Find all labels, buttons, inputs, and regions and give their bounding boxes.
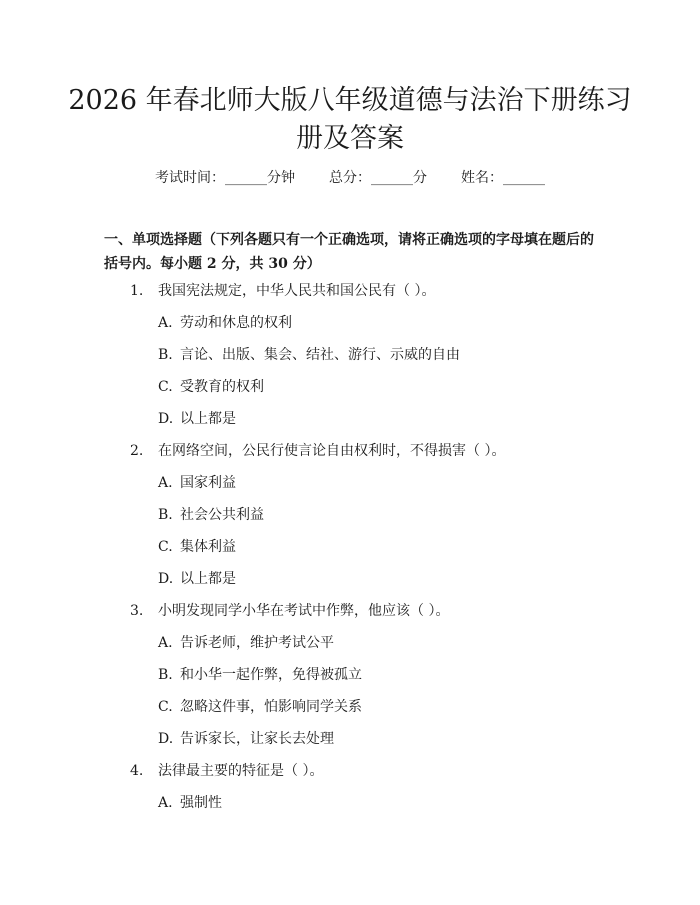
- option-text: 以上都是: [180, 571, 236, 587]
- option-letter: A.: [158, 315, 173, 331]
- question-number: 2.: [130, 443, 144, 459]
- option-text: 言论、出版、集会、结社、游行、示威的自由: [180, 347, 460, 363]
- option-letter: B.: [158, 347, 173, 363]
- question-1: [130, 281, 435, 301]
- option-letter: C.: [158, 379, 173, 395]
- option-text: 告诉老师，维护考试公平: [180, 635, 334, 651]
- question-2-option-b: [158, 505, 264, 525]
- question-2: [130, 441, 505, 461]
- section-heading: 一、单项选择题（下列各题只有一个正确选项，请将正确选项的字母填在题后的括号内。每小题 2 分，共 30 分）: [104, 232, 594, 272]
- option-text: 和小华一起作弊，免得被孤立: [180, 667, 362, 683]
- option-letter: A.: [158, 635, 173, 651]
- student-name-field: 姓名：______: [461, 170, 545, 186]
- question-2-option-c: [158, 537, 236, 557]
- document-title: 2026 年春北师大版八年级道德与法治下册练习册及答案: [68, 85, 632, 154]
- option-text: 劳动和休息的权利: [180, 315, 292, 331]
- option-text: 告诉家长，让家长去处理: [180, 731, 334, 747]
- question-text: 我国宪法规定，中华人民共和国公民有（ ）。: [158, 283, 436, 299]
- question-number: 1.: [130, 283, 144, 299]
- option-letter: D.: [158, 411, 174, 427]
- option-letter: C.: [158, 539, 173, 555]
- question-4: [130, 761, 323, 781]
- option-text: 国家利益: [180, 475, 236, 491]
- option-letter: D.: [158, 731, 174, 747]
- question-number: 3.: [130, 603, 144, 619]
- question-2-option-a: [158, 473, 236, 493]
- question-2-option-d: [158, 569, 236, 589]
- question-text: 法律最主要的特征是（ ）。: [158, 763, 324, 779]
- question-text: 小明发现同学小华在考试中作弊，他应该（ ）。: [158, 603, 450, 619]
- question-3-option-b: [158, 665, 362, 685]
- option-letter: A.: [158, 475, 173, 491]
- option-letter: A.: [158, 795, 173, 811]
- question-3-option-d: [158, 729, 334, 749]
- question-1-option-d: [158, 409, 236, 429]
- option-letter: C.: [158, 699, 173, 715]
- question-1-option-a: [158, 313, 292, 333]
- option-text: 忽略这件事，怕影响同学关系: [180, 699, 362, 715]
- exam-meta-line: [0, 168, 700, 188]
- total-score-field: 总分：______分: [329, 170, 427, 186]
- question-text: 在网络空间，公民行使言论自由权利时，不得损害（ ）。: [158, 443, 506, 459]
- exam-time-field: 考试时间：______分钟: [155, 170, 295, 186]
- option-letter: D.: [158, 571, 174, 587]
- option-text: 社会公共利益: [180, 507, 264, 523]
- question-3-option-a: [158, 633, 334, 653]
- option-letter: B.: [158, 507, 173, 523]
- option-text: 受教育的权利: [180, 379, 264, 395]
- option-text: 以上都是: [180, 411, 236, 427]
- question-3-option-c: [158, 697, 362, 717]
- question-1-option-c: [158, 377, 264, 397]
- option-text: 集体利益: [180, 539, 236, 555]
- question-4-option-a: [158, 793, 222, 813]
- option-letter: B.: [158, 667, 173, 683]
- question-3: [130, 601, 449, 621]
- option-text: 强制性: [180, 795, 222, 811]
- question-number: 4.: [130, 763, 144, 779]
- question-1-option-b: [158, 345, 460, 365]
